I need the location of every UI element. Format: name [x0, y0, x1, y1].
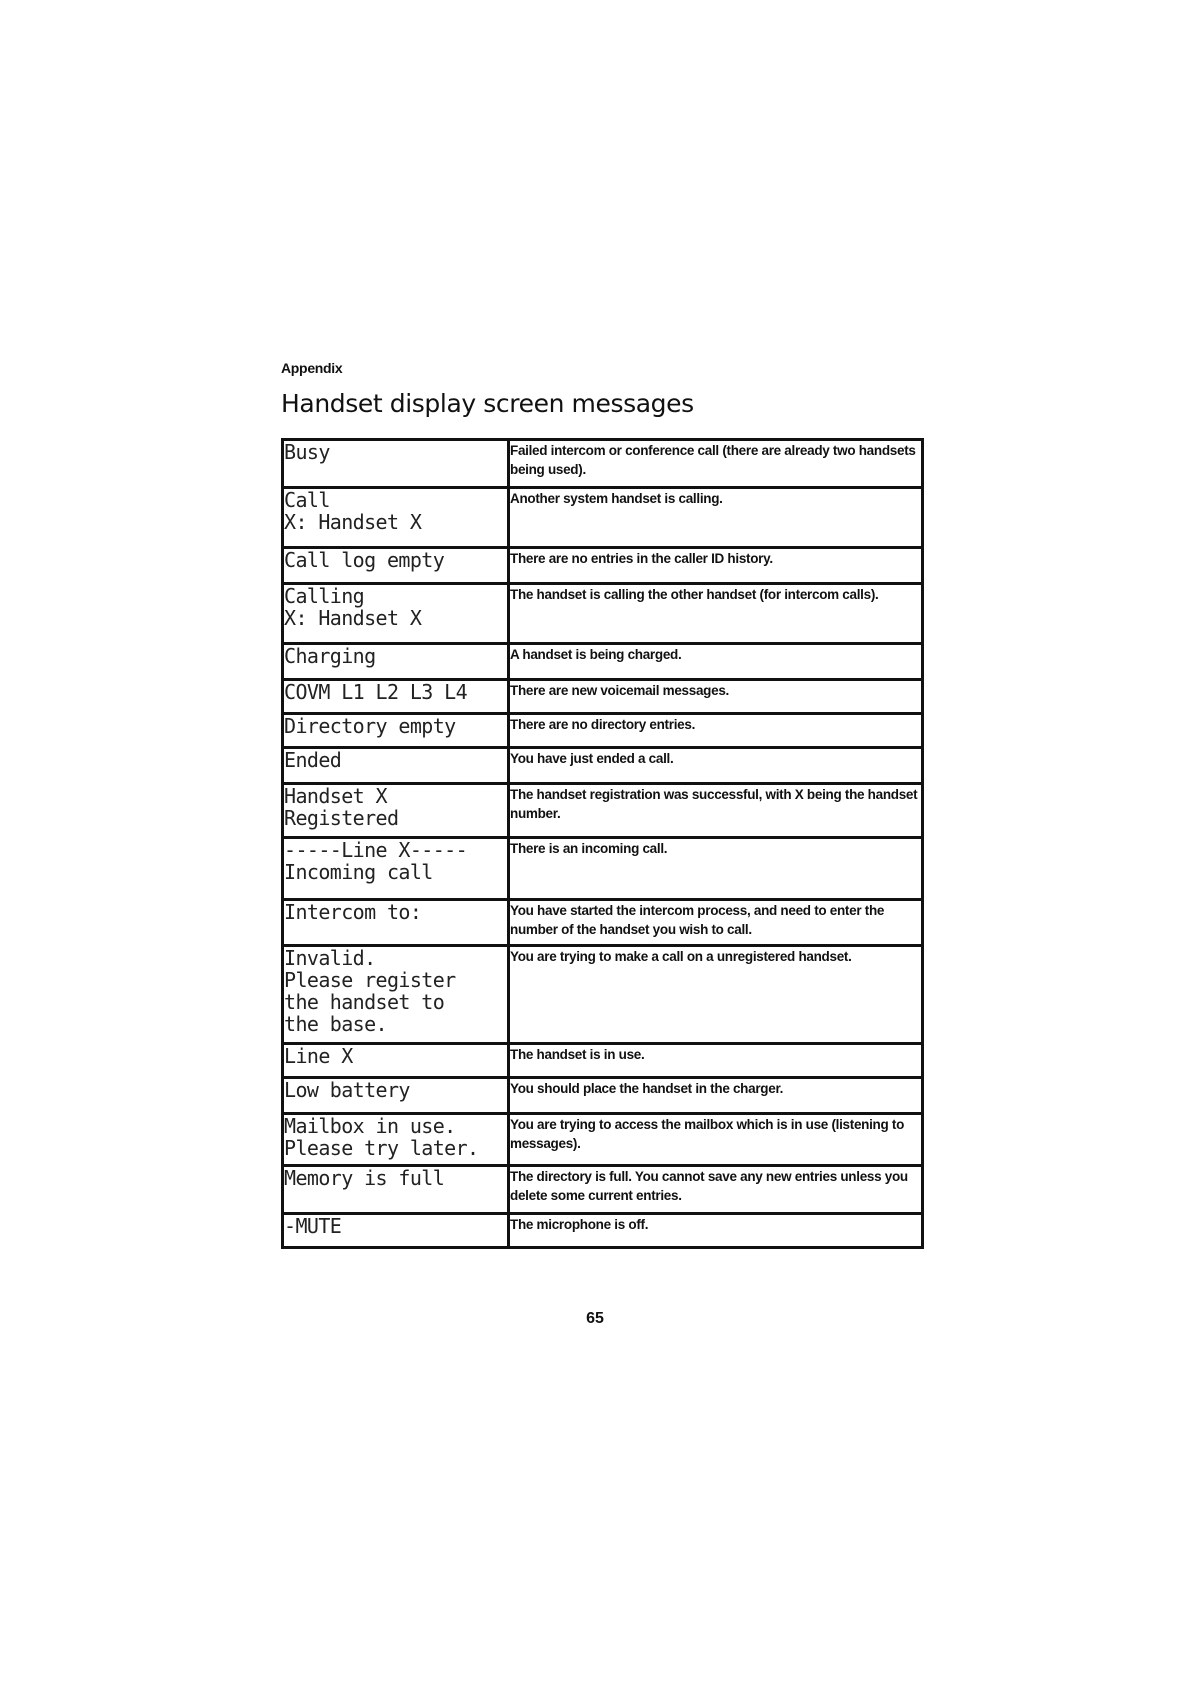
screen-message-line: Registered: [284, 806, 399, 830]
screen-message-cell: [283, 680, 509, 714]
section-label: Appendix: [281, 360, 343, 376]
screen-message-line: Please register: [284, 968, 456, 992]
screen-message-line: X: Handset X: [284, 510, 422, 534]
screen-message-line: Memory is full: [284, 1166, 445, 1190]
screen-message-cell: [283, 488, 509, 548]
table-row: [283, 1214, 923, 1248]
screen-message-cell: [283, 714, 509, 748]
screen-message-line: Ended: [284, 748, 342, 772]
screen-message-line: Please try later.: [284, 1136, 479, 1160]
table-row: [283, 900, 923, 946]
screen-message-cell: [283, 748, 509, 784]
screen-message-line: COVM L1 L2 L3 L4: [284, 680, 468, 704]
message-description-cell: The directory is full. You cannot save any new entries unless you delete some current entries.: [509, 1166, 923, 1214]
screen-message-line: Mailbox in use.: [284, 1114, 456, 1138]
screen-message-line: the base.: [284, 1012, 387, 1036]
screen-message-cell: [283, 1114, 509, 1166]
screen-message-cell: [283, 784, 509, 838]
screen-message-line: Call log empty: [284, 548, 445, 572]
table-row: [283, 714, 923, 748]
screen-message-line: Calling: [284, 584, 365, 608]
screen-message-cell: [283, 584, 509, 644]
table-row: [283, 784, 923, 838]
message-description-cell: There is an incoming call.: [509, 838, 923, 900]
screen-message-cell: [283, 644, 509, 680]
table-row: [283, 548, 923, 584]
screen-message-line: Call: [284, 488, 330, 512]
message-description-cell: Another system handset is calling.: [509, 488, 923, 548]
screen-message-cell: [283, 1044, 509, 1078]
screen-message-line: Low battery: [284, 1078, 410, 1102]
message-description-cell: There are no directory entries.: [509, 714, 923, 748]
table-row: [283, 1114, 923, 1166]
screen-message-line: Charging: [284, 644, 376, 668]
screen-message-line: Busy: [284, 440, 330, 464]
screen-message-line: the handset to: [284, 990, 445, 1014]
table-row: [283, 1166, 923, 1214]
table-row: [283, 680, 923, 714]
screen-message-line: Line X: [284, 1044, 353, 1068]
messages-table-body: [283, 440, 923, 1248]
screen-message-line: Directory empty: [284, 714, 456, 738]
screen-message-line: X: Handset X: [284, 606, 422, 630]
message-description-cell: A handset is being charged.: [509, 644, 923, 680]
table-row: [283, 440, 923, 488]
screen-message-cell: [283, 1166, 509, 1214]
message-description-cell: You are trying to access the mailbox which is in use (listening to messages).: [509, 1114, 923, 1166]
page-number: 65: [586, 1310, 604, 1327]
screen-message-cell: [283, 1214, 509, 1248]
screen-message-cell: [283, 900, 509, 946]
screen-message-cell: [283, 440, 509, 488]
table-row: [283, 838, 923, 900]
screen-message-line: Incoming call: [284, 860, 433, 884]
screen-message-cell: [283, 1078, 509, 1114]
message-description-cell: The microphone is off.: [509, 1214, 923, 1248]
table-row: [283, 1078, 923, 1114]
message-description-cell: The handset is in use.: [509, 1044, 923, 1078]
screen-message-line: Intercom to:: [284, 900, 422, 924]
message-description-cell: The handset registration was successful, with X being the handset number.: [509, 784, 923, 838]
screen-message-line: -MUTE: [284, 1214, 342, 1238]
message-description-cell: There are no entries in the caller ID history.: [509, 548, 923, 584]
message-description-cell: You have started the intercom process, and need to enter the number of the handset you wish to call.: [509, 900, 923, 946]
page-title: Handset display screen messages: [281, 389, 694, 418]
table-row: [283, 488, 923, 548]
table-row: [283, 584, 923, 644]
table-row: [283, 1044, 923, 1078]
screen-message-line: Invalid.: [284, 946, 376, 970]
table-row: [283, 946, 923, 1044]
message-description-cell: You are trying to make a call on a unregistered handset.: [509, 946, 923, 1044]
message-description-cell: You should place the handset in the charger.: [509, 1078, 923, 1114]
screen-message-cell: [283, 946, 509, 1044]
table-row: [283, 748, 923, 784]
messages-table: [281, 438, 924, 1249]
screen-message-cell: [283, 548, 509, 584]
screen-message-line: Handset X: [284, 784, 387, 808]
message-description-cell: There are new voicemail messages.: [509, 680, 923, 714]
table-row: [283, 644, 923, 680]
message-description-cell: Failed intercom or conference call (there are already two handsets being used).: [509, 440, 923, 488]
screen-message-line: -----Line X-----: [284, 838, 468, 862]
message-description-cell: You have just ended a call.: [509, 748, 923, 784]
message-description-cell: The handset is calling the other handset (for intercom calls).: [509, 584, 923, 644]
screen-message-cell: [283, 838, 509, 900]
